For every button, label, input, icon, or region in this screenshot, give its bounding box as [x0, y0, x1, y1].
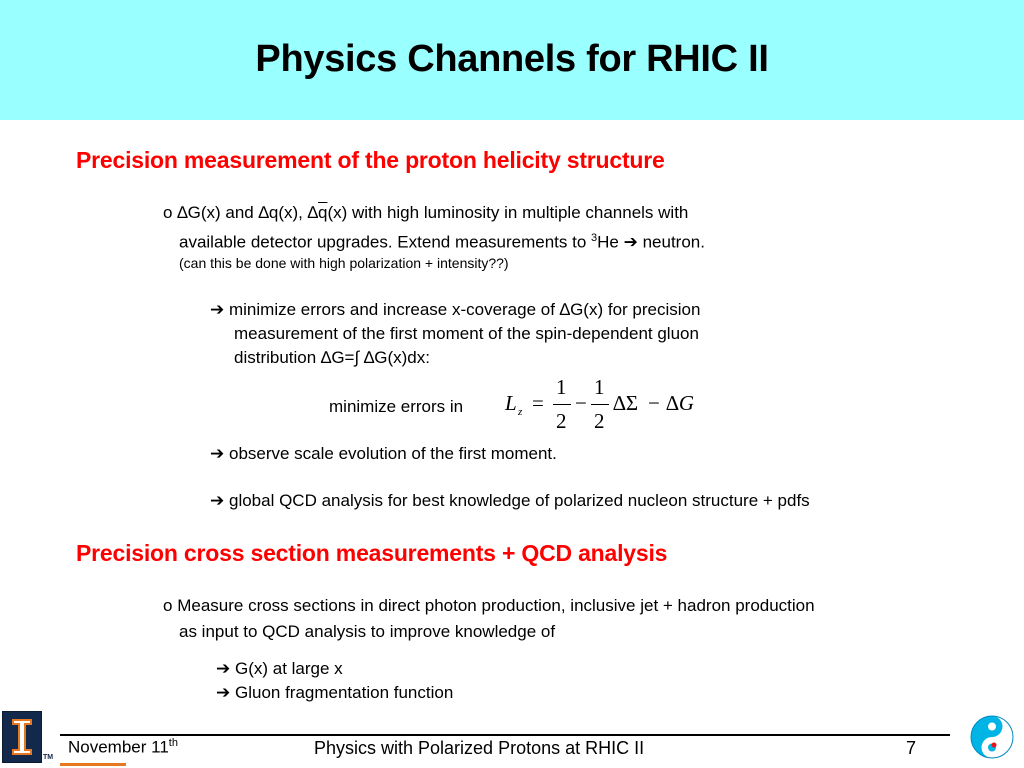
line2-text-c: neutron.: [637, 232, 705, 252]
formula-lz: [503, 373, 703, 437]
arrow-item-line: G(x) at large x: [234, 659, 343, 678]
arrow-item-line: minimize errors and increase x-coverage of ∆G(x) for precision: [228, 300, 701, 319]
rhic-spin-logo-icon: [968, 710, 1016, 762]
spin-logo-icon: [968, 710, 1016, 762]
superscript-3: 3: [591, 232, 598, 244]
formula-den2: 2: [594, 409, 605, 433]
arrow-item-scale-evolution: [210, 441, 557, 467]
formula-num1: 1: [556, 375, 567, 399]
bullet-marker: o: [163, 203, 173, 222]
line2-text-b: He: [597, 232, 624, 252]
arrow-item-line: observe scale evolution of the first moment.: [228, 444, 557, 463]
formula-lhs-sub: z: [518, 406, 523, 418]
page-number: 7: [906, 738, 917, 758]
q-bar: $\overline{q}$: [317, 203, 328, 222]
footer-date: [68, 737, 178, 758]
arrow-item-line: Gluon fragmentation function: [234, 683, 454, 702]
footer-date-sup: th: [168, 737, 178, 749]
section-heading-cross-section: Precision cross section measurements + QCD analysis: [76, 540, 668, 566]
formula-den1: 2: [556, 409, 567, 433]
footer-date-text: November 11: [68, 737, 169, 757]
formula-delta-sigma: ∆Σ: [613, 391, 639, 415]
arrow-icon: ➔: [623, 232, 638, 253]
line1-text-a: ∆G(x) and ∆q(x), ∆: [177, 203, 318, 222]
footer-rule: [60, 734, 950, 736]
trademark-text: TM: [43, 754, 54, 761]
section-heading-helicity: Precision measurement of the proton helicity structure: [76, 147, 665, 173]
cross-section-text-1: Measure cross sections in direct photon production, inclusive jet + hadron production: [177, 596, 815, 615]
formula-minus1: −: [575, 391, 587, 415]
footer-accent-bar: [60, 763, 126, 766]
arrow-icon: ➔: [216, 683, 231, 703]
formula-num2: 1: [594, 375, 605, 399]
arrow-icon: ➔: [210, 491, 225, 511]
arrow-icon: ➔: [210, 444, 225, 464]
line2-text-a: available detector upgrades. Extend measurements to: [179, 232, 592, 252]
formula-lhs: L: [505, 391, 517, 415]
arrow-item-minimize-line2: measurement of the first moment of the spin-dependent gluon: [234, 324, 699, 343]
formula-minus2: −: [648, 391, 660, 415]
arrow-icon: ➔: [216, 659, 231, 679]
arrow-item-fragmentation: [216, 680, 453, 706]
bullet-marker: o: [163, 596, 173, 615]
arrow-icon: ➔: [210, 300, 225, 320]
slide-title: Physics Channels for RHIC II: [255, 38, 769, 80]
footer-title: Physics with Polarized Protons at RHIC II: [314, 738, 645, 758]
arrow-item-minimize-line3: distribution ∆G=∫ ∆G(x)dx:: [234, 348, 430, 367]
arrow-item-global-qcd: [210, 488, 810, 514]
formula-delta-g: ∆G: [666, 391, 695, 415]
illinois-i-icon: [3, 712, 41, 762]
formula-equals: =: [532, 391, 544, 415]
bullet-helicity-line1: [163, 200, 688, 225]
formula-label: minimize errors in: [329, 397, 464, 416]
line1-text-b: (x) with high luminosity in multiple channels with: [327, 203, 689, 222]
fraction-bar-2: [591, 404, 609, 405]
arrow-item-minimize: [210, 297, 700, 323]
arrow-item-large-x: [216, 656, 343, 682]
arrow-item-line: global QCD analysis for best knowledge of polarized nucleon structure + pdfs: [228, 491, 810, 510]
bullet-cross-section-line1: [163, 593, 815, 618]
helicity-note: (can this be done with high polarization + intensity??): [179, 255, 509, 271]
bullet-cross-section-line2: as input to QCD analysis to improve knowledge of: [179, 622, 556, 641]
fraction-bar-1: [553, 404, 571, 405]
illinois-logo: [2, 711, 42, 763]
